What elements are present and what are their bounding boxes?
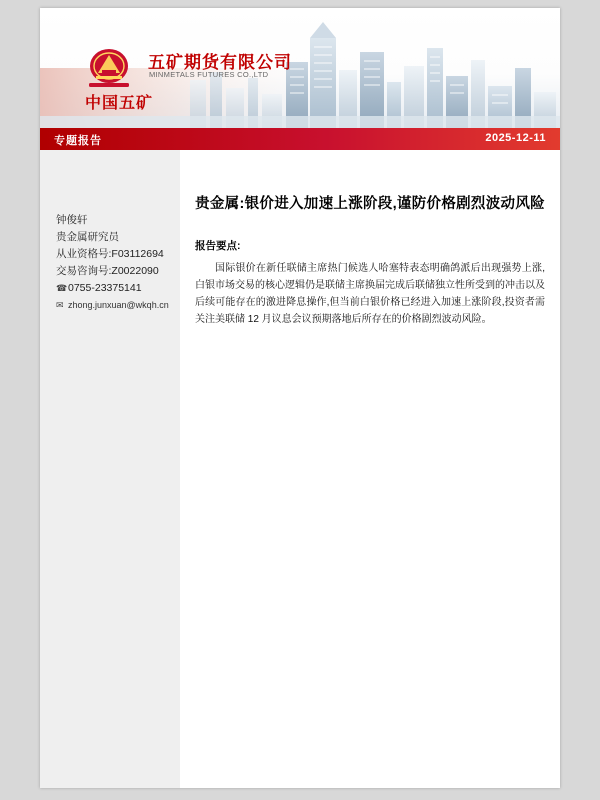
telephone-icon: ☎ — [56, 283, 68, 293]
company-name-cn: 五矿期货有限公司 — [148, 53, 292, 72]
report-type-label: 专题报告 — [54, 135, 102, 147]
analyst-name: 钟俊轩 — [56, 214, 88, 226]
document-body — [40, 150, 560, 788]
report-date: 2025-12-11 — [485, 132, 546, 144]
analyst-phone: 0755-23375141 — [68, 282, 142, 294]
report-banner — [40, 128, 560, 150]
company-logo — [85, 46, 405, 112]
document-page — [40, 8, 560, 788]
analyst-role: 贵金属研究员 — [56, 231, 119, 243]
summary-paragraph: 国际银价在新任联储主席热门候选人哈塞特表态明确鸽派后出现强势上涨,白银市场交易的核心逻辑仍是联储主席换届完成后联储独立性所受到的冲击以及后续可能存在的激进降息操作,但当前白银价格已经进入加速上涨阶段,投资者需关注美联储 12 月议息会议预期落地后所存在的价格剧烈波动风险。 — [195, 263, 545, 325]
analyst-email-row[interactable] — [56, 297, 180, 314]
company-name-en: MINMETALS FUTURES CO.,LTD — [149, 70, 269, 79]
report-content — [195, 150, 545, 328]
analyst-email[interactable]: zhong.junxuan@wkqh.cn — [68, 300, 169, 310]
page-title: 贵金属:银价进入加速上涨阶段,谨防价格剧烈波动风险 — [195, 196, 545, 212]
envelope-icon: ✉ — [56, 300, 64, 310]
minmetals-emblem-icon — [85, 46, 133, 90]
analyst-trading-consult: 交易咨询号:Z0022090 — [56, 265, 159, 277]
analyst-license: 从业资格号:F03112694 — [56, 248, 164, 260]
summary-heading: 报告要点: — [195, 240, 241, 252]
analyst-phone-row — [56, 280, 180, 297]
document-header — [40, 8, 560, 128]
logo-chinese-name: 中国五矿 — [85, 95, 154, 112]
analyst-sidebar — [40, 150, 180, 788]
